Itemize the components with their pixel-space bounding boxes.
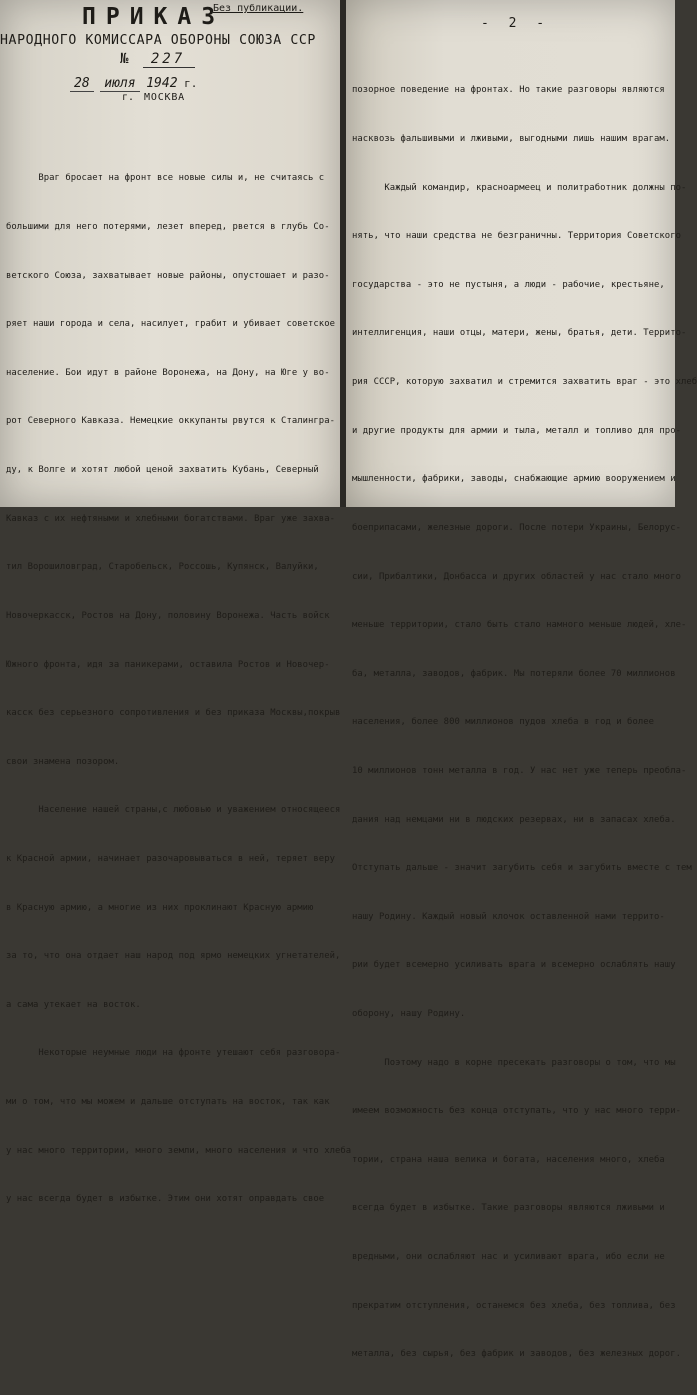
text-line: за то, что она отдает наш народ под ярмо немецких угнетателей, [6, 951, 341, 962]
date-year: 1942 [146, 76, 178, 91]
text-line: рот Северного Кавказа. Немецкие оккупанты рвутся к Сталингра- [6, 416, 335, 427]
text-line: ба, металла, заводов, фабрик. Мы потеряли более 70 миллионов [352, 668, 676, 679]
text-line: свои знамена позором. [6, 756, 120, 767]
city-prefix: г. [122, 92, 135, 103]
text-line: Некоторые неумные люди на фронте утешают себя разговора- [6, 1048, 341, 1059]
text-line: а сама утекает на восток. [6, 999, 141, 1010]
issuer-line: НАРОДНОГО КОМИССАРА ОБОРОНЫ СОЮЗА ССР [0, 33, 316, 48]
text-line: металла, без сырья, без фабрик и заводов, без железных дорог. [352, 1349, 681, 1360]
text-line: населения, более 800 миллионов пудов хлеба в год и более [352, 717, 655, 728]
text-line: население. Бои идут в районе Воронежа, на Дону, на Юге у во- [6, 367, 330, 378]
text-line: большими для него потерями, лезет вперед, рвется в глубь Со- [6, 222, 330, 233]
text-line: всегда будет в избытке. Такие разговоры являются лживыми и [352, 1203, 665, 1214]
text-line: нять, что наши средства не безграничны. Территория Советского [352, 231, 681, 242]
number-sign: № [120, 51, 132, 67]
document-title: ПРИКАЗ [82, 4, 226, 30]
text-line: Каждый командир, красноармеец и политработник должны по- [352, 182, 687, 193]
text-line: рии будет всемерно усиливать врага и всемерно ослаблять нашу [352, 960, 676, 971]
text-line: тил Ворошиловград, Старобельск, Россошь, Купянск, Валуйки, [6, 562, 319, 573]
text-line: меньше территории, стало быть стало намного меньше людей, хле- [352, 620, 687, 631]
text-line: и другие продукты для армии и тыла, металл и топливо для про- [352, 425, 681, 436]
text-line: ду, к Волге и хотят любой ценой захватить Кубань, Северный [6, 465, 319, 476]
date-day: 28 [70, 76, 94, 92]
order-city [122, 92, 185, 103]
right-page [346, 0, 697, 1360]
text-line: нашу Родину. Каждый новый клочок оставленной нами террито- [352, 911, 665, 922]
text-line: ми о том, что мы можем и дальше отступать на восток, так как [6, 1096, 330, 1107]
text-line: Враг бросает на фронт все новые силы и, не считаясь с [6, 173, 325, 184]
text-line: ряет наши города и села, насилует, грабит и убивает советское [6, 319, 335, 330]
order-number [120, 51, 195, 67]
text-line: насквозь фальшивыми и лживыми, выгодными лишь нашим врагам. [352, 134, 671, 145]
order-date [70, 76, 197, 91]
text-line: мышленности, фабрики, заводы, снабжающие армию вооружением и [352, 474, 676, 485]
text-line: Новочеркасск, Ростов на Дону, половину Воронежа. Часть войск [6, 610, 330, 621]
text-line: у нас много территории, много земли, много населения и что хлеба [6, 1145, 352, 1156]
right-body-text [352, 50, 697, 1395]
text-line: Население нашей страны,с любовью и уважением относящееся [6, 805, 341, 816]
text-line: интеллигенция, наши отцы, матери, жены, братья, дети. Террито- [352, 328, 687, 339]
text-line: Поэтому надо в корне пресекать разговоры о том, что мы [352, 1057, 676, 1068]
text-line: к Красной армии, начинает разочаровываться в ней, теряет веру [6, 853, 335, 864]
text-line: имеем возможность без конца отступать, что у нас много терри- [352, 1106, 681, 1117]
page-number: - 2 - [481, 16, 551, 31]
text-line: Отступать дальше - значит загубить себя и загубить вместе с тем [352, 863, 692, 874]
date-month: июля [100, 76, 139, 92]
text-line: прекратим отступления, останемся без хлеба, без топлива, без [352, 1300, 676, 1311]
text-line: Южного фронта, идя за паникерами, оставила Ростов и Новочер- [6, 659, 330, 670]
text-line: рия СССР, которую захватил и стремится захватить враг - это хлеб [352, 377, 697, 388]
left-body-text [6, 138, 351, 1240]
text-line: сии, Прибалтики, Донбасса и других областей у нас стало много [352, 571, 681, 582]
text-line: ветского Союза, захватывает новые районы, опустошает и разо- [6, 270, 330, 281]
text-line: вредными, они ослабляют нас и усиливают врага, ибо если не [352, 1252, 665, 1263]
text-line: государства - это не пустыня, а люди - рабочие, крестьяне, [352, 279, 665, 290]
text-line: позорное поведение на фронтах. Но такие разговоры являются [352, 85, 665, 96]
text-line: 10 миллионов тонн металла в год. У нас нет уже теперь преобла- [352, 765, 687, 776]
text-line: касск без серьезного сопротивления и без приказа Москвы,покрыв [6, 708, 341, 719]
no-publication-stamp: Без публикации. [213, 3, 304, 14]
text-line: боеприпасами, железные дороги. После потери Украины, Белорус- [352, 522, 681, 533]
date-suffix: г. [184, 77, 198, 90]
text-line: в Красную армию, а многие из них проклинают Красную армию [6, 902, 314, 913]
text-line: Кавказ с их нефтяными и хлебными богатствами. Враг уже захва- [6, 513, 335, 524]
city-name: МОСКВА [144, 92, 185, 103]
text-line: тории, страна наша велика и богата, населения много, хлеба [352, 1154, 665, 1165]
text-line: у нас всегда будет в избытке. Этим они хотят оправдать свое [6, 1194, 325, 1205]
left-page [0, 0, 352, 1205]
text-line: дания над немцами ни в людских резервах, ни в запасах хлеба. [352, 814, 676, 825]
text-line: оборону, нашу Родину. [352, 1008, 466, 1019]
order-number-value: 227 [143, 51, 195, 68]
